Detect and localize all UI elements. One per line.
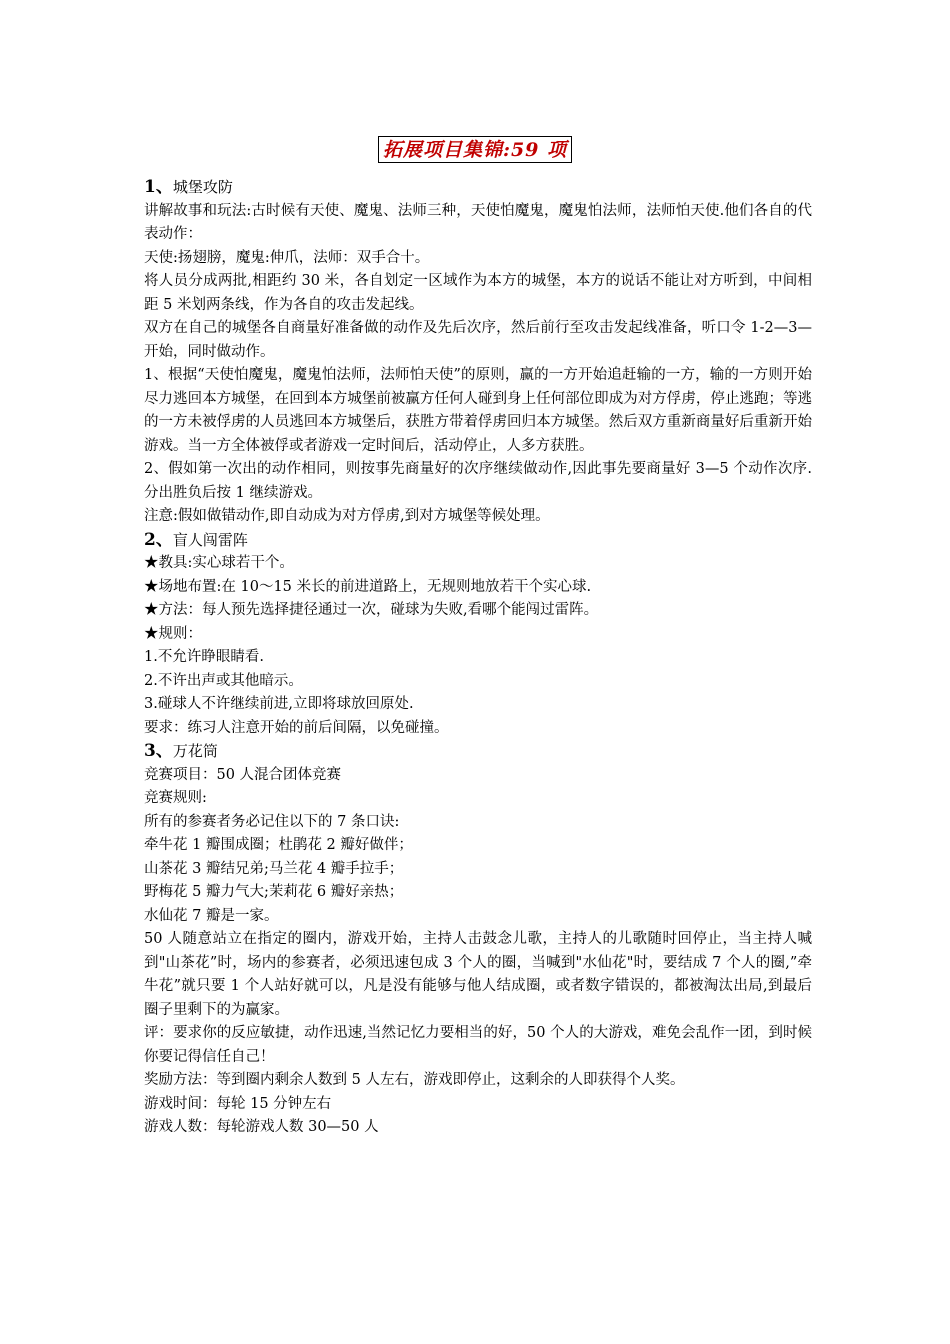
- paragraph: 将人员分成两批,相距约 30 米，各自划定一区域作为本方的城堡，本方的说话不能让对方听到，中间相距 5 米划两条线，作为各自的攻击发起线。: [144, 273, 812, 313]
- paragraph: 奖励方法：等到圈内剩余人数到 5 人左右，游戏即停止，这剩余的人即获得个人奖。: [144, 1072, 685, 1088]
- paragraph: 天使:扬翅膀，魔鬼:伸爪，法师：双手合十。: [144, 249, 430, 266]
- paragraph: ★规则：: [144, 625, 202, 642]
- section-number: 3、: [144, 741, 173, 761]
- paragraph: 50 人随意站立在指定的圈内，游戏开始，主持人击鼓念儿歌，主持人的儿歌随时回停止，当主持人喊到"山茶花”时，场内的参赛者，必须迅速包成 3 个人的圈，当喊到"水仙花"时，要结成 7 个人的圈,”牵牛花”就只要 1 个人站好就可以，凡是没有能够与他人结成圈，或者数字错误的，都被淘汰出局,到最后圈子里剩下的为赢家。: [144, 931, 812, 1018]
- paragraph: 2、假如第一次出的动作相同，则按事先商量好的次序继续做动作,因此事先要商量好 3—5 个动作次序.分出胜负后按 1 继续游戏。: [144, 461, 812, 501]
- paragraph: ★场地布置:在 10～15 米长的前进道路上，无规则地放若干个实心球.: [144, 578, 592, 595]
- paragraph: 双方在自己的城堡各自商量好准备做的动作及先后次序，然后前行至攻击发起线准备，听口令 1-2—3—开始，同时做动作。: [144, 320, 812, 360]
- paragraph: ★教具:实心球若干个。: [144, 555, 294, 571]
- paragraph: 竞赛规则:: [144, 790, 207, 806]
- section-heading: [144, 529, 812, 553]
- paragraph: 2.不许出声或其他暗示。: [144, 672, 303, 689]
- paragraph: 3.碰球人不许继续前进,立即将球放回原处.: [144, 696, 414, 712]
- section-number: 2、: [144, 529, 173, 550]
- paragraph: 牵牛花 1 瓣围成圈；杜鹃花 2 瓣好做伴；: [144, 837, 413, 853]
- paragraph: 山茶花 3 瓣结兄弟;马兰花 4 瓣手拉手；: [144, 860, 404, 877]
- title-container: [0, 136, 950, 163]
- paragraph: 讲解故事和玩法:古时候有天使、魔鬼、法师三种，天使怕魔鬼，魔鬼怕法师，法师怕天使.他们各自的代表动作：: [144, 202, 812, 242]
- paragraph: 要求：练习人注意开始的前后间隔，以免碰撞。: [144, 719, 449, 736]
- paragraph: 1、根据“天使怕魔鬼，魔鬼怕法师，法师怕天使”的原则，赢的一方开始追赶输的一方，输的一方则开始尽力逃回本方城堡，在回到本方城堡前被赢方任何人碰到身上任何部位即成为对方俘虏，停止逃跑；等逃的一方未被俘虏的人员逃回本方城堡后，获胜方带着俘虏回归本方城堡。然后双方重新商量好后重新开始游戏。当一方全体被俘或者游戏一定时间后，活动停止，人多方获胜。: [144, 367, 812, 454]
- paragraph: 游戏时间：每轮 15 分钟左右: [144, 1095, 332, 1112]
- paragraph: 1.不允许睁眼睛看.: [144, 649, 264, 665]
- paragraph: ★方法：每人预先选择捷径通过一次，碰球为失败,看哪个能闯过雷阵。: [144, 602, 599, 618]
- paragraph: 水仙花 7 瓣是一家。: [144, 907, 279, 924]
- paragraph: 竞赛项目：50 人混合团体竞赛: [144, 766, 342, 783]
- paragraph: 所有的参赛者务必记住以下的 7 条口诀:: [144, 813, 400, 830]
- section-heading: [144, 176, 812, 200]
- document-title: 拓展项目集锦:59 项: [378, 136, 572, 163]
- section-name: 盲人闯雷阵: [172, 530, 248, 549]
- section-name: 万花筒: [172, 742, 218, 760]
- section-number: 1、: [144, 177, 173, 197]
- document-body: [144, 176, 812, 1140]
- section-name: 城堡攻防: [172, 178, 233, 196]
- paragraph: 野梅花 5 瓣力气大;茉莉花 6 瓣好亲热；: [144, 884, 404, 900]
- section-heading: [144, 740, 812, 764]
- paragraph: 游戏人数：每轮游戏人数 30—50 人: [144, 1119, 379, 1135]
- paragraph: 评：要求你的反应敏捷，动作迅速,当然记忆力要相当的好，50 个人的大游戏，难免会乱作一团，到时候你要记得信任自己！: [144, 1025, 812, 1065]
- paragraph: 注意:假如做错动作,即自动成为对方俘虏,到对方城堡等候处理。: [144, 508, 550, 524]
